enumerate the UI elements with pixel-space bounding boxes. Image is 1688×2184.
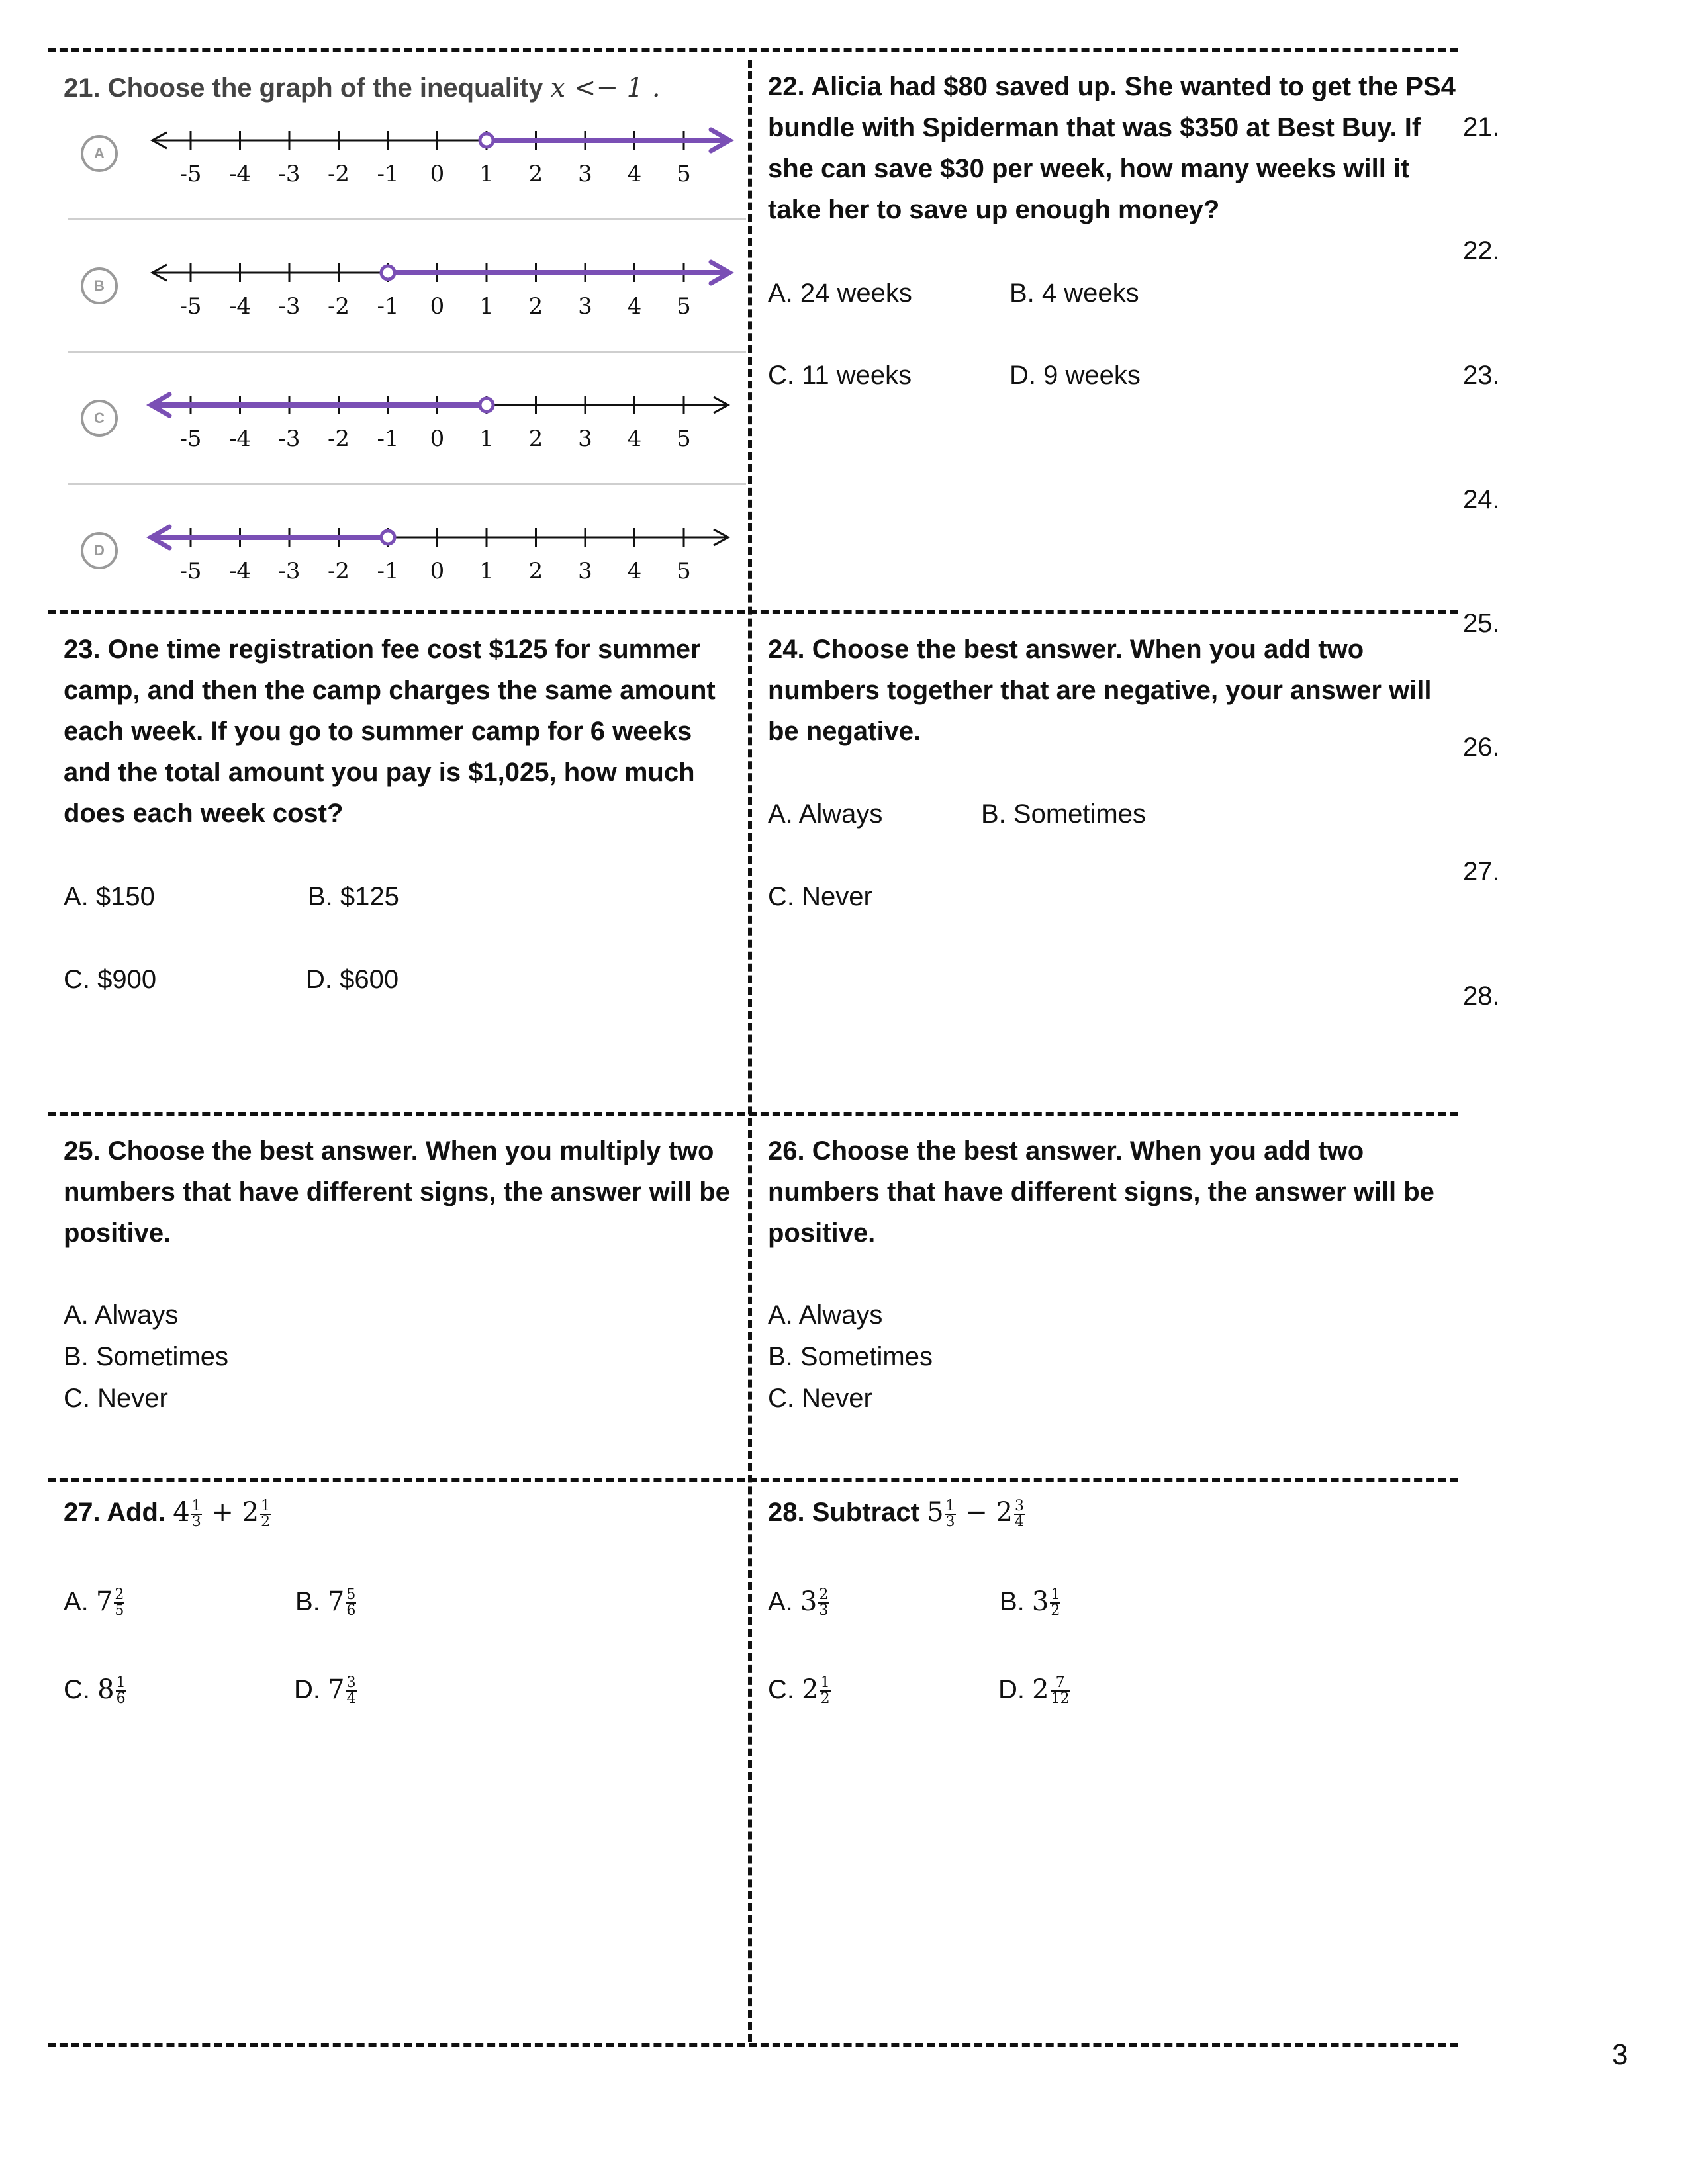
tick-label: 0: [430, 293, 445, 320]
tick-label: -3: [278, 161, 301, 187]
fraction: [1051, 1676, 1070, 1706]
tick-label: 3: [578, 161, 592, 187]
fraction: [114, 1588, 124, 1618]
denominator: 3: [819, 1602, 829, 1619]
fraction: [820, 1676, 831, 1706]
fraction: [818, 1588, 829, 1618]
whole: 7: [95, 1586, 113, 1617]
center-divider: [748, 60, 752, 2042]
tick-label: 5: [677, 558, 691, 584]
tick-label: -5: [179, 558, 202, 584]
numerator: 5: [346, 1586, 356, 1604]
q22-choice-d[interactable]: D. 9 weeks: [1009, 361, 1141, 390]
q26-choice-c[interactable]: C. Never: [768, 1384, 872, 1413]
numerator: 1: [191, 1498, 201, 1514]
q21-choice-d-letter: D: [81, 532, 118, 569]
q21-choice-d[interactable]: [0, 510, 748, 642]
q21-choice-a[interactable]: [0, 113, 748, 245]
tick-label: 1: [479, 293, 494, 320]
tick-label: -5: [179, 426, 202, 452]
answer-line-28: 28.: [1463, 981, 1500, 1011]
tick-label: 4: [627, 161, 642, 187]
q27-whole-1: 4: [173, 1497, 190, 1527]
whole: 3: [800, 1586, 818, 1617]
choice-label: D.: [294, 1675, 320, 1704]
tick-label: 5: [677, 426, 691, 452]
q26-choice-b[interactable]: B. Sometimes: [768, 1342, 933, 1371]
tick-label: 5: [677, 293, 691, 320]
tick-label: -1: [377, 293, 399, 320]
tick-label: -2: [327, 293, 350, 320]
q25-choice-b[interactable]: B. Sometimes: [64, 1342, 228, 1371]
tick-label: -2: [327, 558, 350, 584]
q24-choice-a[interactable]: A. Always: [768, 799, 883, 829]
q21-number-line-c: [146, 377, 741, 463]
q21-number-line-d: [146, 510, 741, 596]
denominator: 4: [1014, 1514, 1024, 1530]
choice-label: A.: [64, 1587, 89, 1616]
tick-label: -5: [179, 293, 202, 320]
tick-label: 2: [528, 293, 543, 320]
top-divider: [48, 48, 1458, 52]
numerator: 3: [1014, 1498, 1024, 1514]
tick-label: 1: [479, 161, 494, 187]
q21-choice-b-letter: B: [81, 267, 118, 304]
row2-divider: [48, 1112, 1458, 1116]
tick-label: 4: [627, 558, 642, 584]
whole: 2: [802, 1674, 819, 1705]
denominator: 2: [1051, 1602, 1060, 1619]
tick-label: -1: [377, 558, 399, 584]
q23: [64, 629, 745, 834]
tick-label: 4: [627, 426, 642, 452]
page-number: 3: [1612, 2038, 1628, 2071]
answer-line-27: 27.: [1463, 857, 1500, 886]
q23-choice-c[interactable]: C. $900: [64, 965, 157, 994]
q28-choice-d[interactable]: [998, 1673, 1072, 1706]
q21-label: 21. Choose the graph of the inequality: [64, 73, 543, 103]
q21-number-line-a: [146, 113, 741, 199]
q22: [768, 66, 1456, 230]
tick-label: 3: [578, 426, 592, 452]
answer-line-21: 21.: [1463, 113, 1500, 142]
q21-inequality: x <− 1 .: [550, 73, 661, 103]
whole: 7: [327, 1586, 345, 1617]
q28-operator: −: [965, 1497, 988, 1527]
q27-label: 27. Add.: [64, 1498, 166, 1527]
open-circle: [480, 134, 493, 147]
tick-label: 1: [479, 558, 494, 584]
answer-line-25: 25.: [1463, 609, 1500, 638]
denominator: 4: [346, 1690, 356, 1707]
q26-text: 26. Choose the best answer. When you add two numbers that have different signs, the answer will be positive.: [768, 1136, 1434, 1248]
q28-fraction-2: [1014, 1499, 1025, 1529]
q21-title: [64, 73, 661, 103]
tick-label: -3: [278, 426, 301, 452]
tick-label: -4: [228, 558, 252, 584]
q25-choice-a[interactable]: A. Always: [64, 1300, 179, 1330]
choice-label: C.: [64, 1675, 90, 1704]
q22-choice-b[interactable]: B. 4 weeks: [1009, 279, 1139, 308]
q22-choice-a[interactable]: A. 24 weeks: [768, 279, 912, 308]
tick-label: 1: [479, 426, 494, 452]
numerator: 1: [261, 1498, 271, 1514]
choice-label: D.: [998, 1675, 1025, 1704]
tick-label: -4: [228, 426, 252, 452]
q24-choice-c[interactable]: C. Never: [768, 882, 872, 911]
q27-prompt: [64, 1496, 272, 1529]
q26-choice-a[interactable]: A. Always: [768, 1300, 883, 1330]
row3-divider: [48, 1478, 1458, 1482]
tick-label: -2: [327, 426, 350, 452]
q28-expression: [927, 1497, 1026, 1530]
q24-choice-b[interactable]: B. Sometimes: [981, 799, 1146, 829]
tick-label: -1: [377, 161, 399, 187]
tick-label: -2: [327, 161, 350, 187]
q22-text: 22. Alicia had $80 saved up. She wanted to get the PS4 bundle with Spiderman that was $350 at Best Buy. If she can save $30 per week, how many weeks will it take her to save up enough money?: [768, 72, 1456, 224]
denominator: 6: [116, 1690, 126, 1707]
q28-whole-1: 5: [927, 1497, 944, 1527]
numerator: 2: [115, 1586, 124, 1604]
answer-line-24: 24.: [1463, 485, 1500, 514]
q23-text: 23. One time registration fee cost $125 for summer camp, and then the camp charges the same amount each week. If you go to summer camp for 6 weeks and the total amount you pay is $1,025, how much does each week cost?: [64, 635, 716, 828]
q21-separator: [68, 218, 746, 220]
numerator: 1: [945, 1498, 955, 1514]
q27-choice-a[interactable]: [64, 1585, 126, 1618]
q28-label: 28. Subtract: [768, 1498, 919, 1527]
q25: [64, 1130, 745, 1253]
answer-line-26: 26.: [1463, 733, 1500, 762]
tick-label: 0: [430, 558, 445, 584]
whole: 8: [97, 1674, 115, 1705]
open-circle: [381, 266, 395, 279]
tick-label: 4: [627, 293, 642, 320]
q24: [768, 629, 1456, 752]
q27-expression: [173, 1497, 272, 1530]
denominator: 5: [115, 1602, 124, 1619]
choice-label: C.: [768, 1675, 794, 1704]
tick-label: 2: [528, 426, 543, 452]
q28-prompt: [768, 1496, 1026, 1529]
tick-label: 3: [578, 558, 592, 584]
denominator: 2: [820, 1690, 830, 1707]
q27-whole-2: 2: [242, 1497, 259, 1527]
tick-label: -4: [228, 293, 252, 320]
q21-choice-b[interactable]: [0, 245, 748, 377]
numerator: 3: [346, 1674, 356, 1692]
tick-label: 3: [578, 293, 592, 320]
tick-label: -3: [278, 293, 301, 320]
fraction: [346, 1676, 357, 1706]
q21-choice-a-letter: A: [81, 135, 118, 172]
tick-label: -3: [278, 558, 301, 584]
q27-operator: +: [211, 1497, 234, 1527]
q28-whole-2: 2: [996, 1497, 1013, 1527]
denominator: 12: [1051, 1690, 1070, 1707]
fraction: [1050, 1588, 1060, 1618]
numerator: 1: [116, 1674, 126, 1692]
q28-choice-a[interactable]: [768, 1585, 830, 1618]
tick-label: 5: [677, 161, 691, 187]
q27-choice-c[interactable]: [64, 1673, 128, 1706]
fraction: [116, 1676, 126, 1706]
q27-fraction-2: [260, 1499, 271, 1529]
q28-choice-b[interactable]: [1000, 1585, 1062, 1618]
q23-choice-a[interactable]: A. $150: [64, 882, 155, 911]
numerator: 2: [819, 1586, 829, 1604]
tick-label: 2: [528, 161, 543, 187]
numerator: 7: [1051, 1676, 1070, 1692]
q21-separator: [68, 351, 746, 353]
q21-separator: [68, 483, 746, 485]
whole: 7: [328, 1674, 345, 1705]
bottom-divider: [48, 2043, 1458, 2047]
tick-label: 0: [430, 161, 445, 187]
q24-text: 24. Choose the best answer. When you add two numbers together that are negative, your answer will be negative.: [768, 635, 1432, 746]
open-circle: [480, 398, 493, 412]
choice-label: B.: [1000, 1587, 1025, 1616]
tick-label: 0: [430, 426, 445, 452]
choice-label: A.: [768, 1587, 793, 1616]
q23-choice-d[interactable]: D. $600: [306, 965, 399, 994]
tick-label: -5: [179, 161, 202, 187]
q21-number-line-b: [146, 245, 741, 331]
answer-line-22: 22.: [1463, 236, 1500, 265]
q27-choice-d[interactable]: [294, 1673, 358, 1706]
whole: 2: [1032, 1674, 1049, 1705]
open-circle: [381, 531, 395, 544]
q23-choice-b[interactable]: B. $125: [308, 882, 399, 911]
q26: [768, 1130, 1456, 1253]
numerator: 1: [820, 1674, 830, 1692]
answer-line-23: 23.: [1463, 361, 1500, 390]
choice-label: B.: [295, 1587, 320, 1616]
denominator: 3: [945, 1514, 955, 1530]
tick-label: 2: [528, 558, 543, 584]
q27-fraction-1: [191, 1499, 202, 1529]
fraction: [346, 1588, 356, 1618]
q27-choice-b[interactable]: [295, 1585, 357, 1618]
denominator: 6: [346, 1602, 356, 1619]
q28-fraction-1: [945, 1499, 956, 1529]
q22-choice-c[interactable]: C. 11 weeks: [768, 361, 912, 390]
q25-text: 25. Choose the best answer. When you multiply two numbers that have different signs, the answer will be positive.: [64, 1136, 730, 1248]
q28-choice-c[interactable]: [768, 1673, 832, 1706]
denominator: 3: [191, 1514, 201, 1530]
denominator: 2: [261, 1514, 271, 1530]
tick-label: -1: [377, 426, 399, 452]
q21-choice-c-letter: C: [81, 400, 118, 437]
q21-choice-c[interactable]: [0, 377, 748, 510]
tick-label: -4: [228, 161, 252, 187]
whole: 3: [1031, 1586, 1049, 1617]
numerator: 1: [1051, 1586, 1060, 1604]
q25-choice-c[interactable]: C. Never: [64, 1384, 168, 1413]
